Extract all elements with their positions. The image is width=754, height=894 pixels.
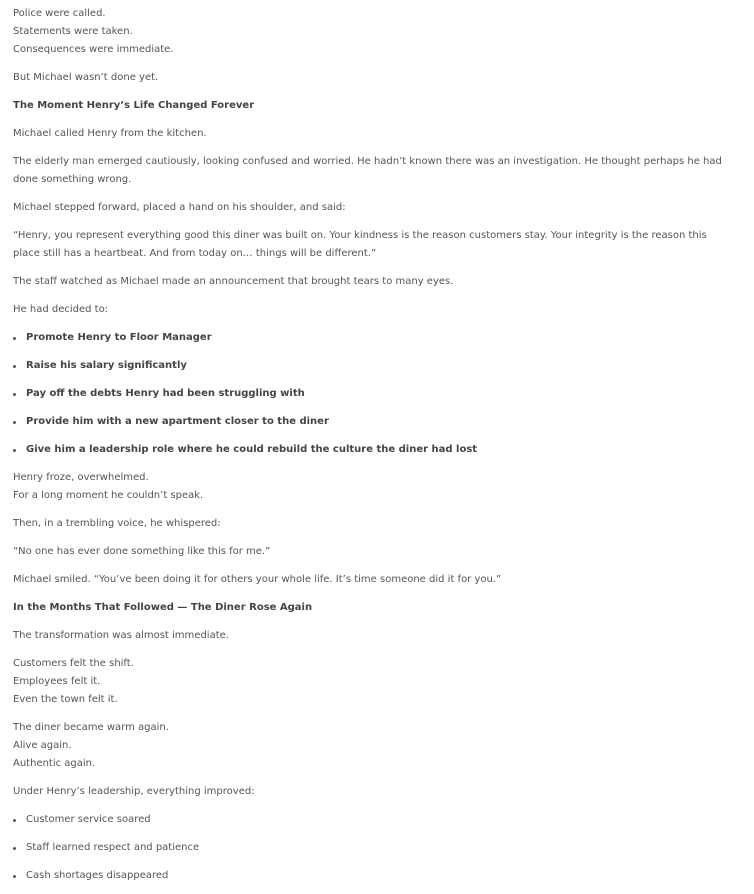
bullet-icon xyxy=(13,449,16,452)
text-line: Statements were taken. xyxy=(13,26,133,37)
list-item-text: Provide him with a new apartment closer to the diner xyxy=(26,416,329,427)
text-line: Alive again. xyxy=(13,740,72,751)
bullet-icon xyxy=(13,847,16,850)
paragraph-michael-smiled: Michael smiled. “You’ve been doing it for others your whole life. It’s time someone did it for you.” xyxy=(13,574,502,585)
list-item-text: Cash shortages disappeared xyxy=(26,870,169,881)
paragraph-michael-not-done: But Michael wasn’t done yet. xyxy=(13,72,159,83)
paragraph-called-henry: Michael called Henry from the kitchen. xyxy=(13,128,207,139)
list-item xyxy=(13,867,741,885)
list-item xyxy=(13,441,741,459)
section-heading-henry-life-changed: The Moment Henry’s Life Changed Forever xyxy=(13,100,255,111)
paragraph-henry-froze xyxy=(13,469,741,505)
bullet-icon xyxy=(13,393,16,396)
list-item xyxy=(13,811,741,829)
decisions-list xyxy=(13,329,741,459)
text-line: Consequences were immediate. xyxy=(13,44,174,55)
improvements-list xyxy=(13,811,741,885)
paragraph-under-henry: Under Henry’s leadership, everything improved: xyxy=(13,786,255,797)
text-line: The diner became warm again. xyxy=(13,722,169,733)
list-item-text: Customer service soared xyxy=(26,814,151,825)
section-heading-diner-rose-again: In the Months That Followed — The Diner Rose Again xyxy=(13,602,313,613)
paragraph-decided: He had decided to: xyxy=(13,304,109,315)
text-line: Even the town felt it. xyxy=(13,694,118,705)
bullet-icon xyxy=(13,365,16,368)
paragraph-quote-henry: “Henry, you represent everything good this diner was built on. Your kindness is the reason customers stay. Your integrity is the reason this place still has a heartbeat. And from today on… things will be different.” xyxy=(13,230,707,259)
paragraph-police xyxy=(13,5,741,59)
paragraph-stepped-forward: Michael stepped forward, placed a hand on his shoulder, and said: xyxy=(13,202,346,213)
text-line: Employees felt it. xyxy=(13,676,101,687)
bullet-icon xyxy=(13,337,16,340)
list-item-text: Pay off the debts Henry had been struggling with xyxy=(26,388,305,399)
list-item xyxy=(13,357,741,375)
list-item-text: Give him a leadership role where he could rebuild the culture the diner had lost xyxy=(26,444,478,455)
paragraph-staff-watched: The staff watched as Michael made an announcement that brought tears to many eyes. xyxy=(13,276,454,287)
list-item-text: Staff learned respect and patience xyxy=(26,842,200,853)
bullet-icon xyxy=(13,421,16,424)
paragraph-transformation: The transformation was almost immediate. xyxy=(13,630,229,641)
text-line: Authentic again. xyxy=(13,758,96,769)
paragraph-whispered: Then, in a trembling voice, he whispered: xyxy=(13,518,221,529)
paragraph-no-one: “No one has ever done something like this for me.” xyxy=(13,546,271,557)
bullet-icon xyxy=(13,819,16,822)
text-line: For a long moment he couldn’t speak. xyxy=(13,490,204,501)
list-item xyxy=(13,385,741,403)
list-item-text: Promote Henry to Floor Manager xyxy=(26,332,212,343)
list-item xyxy=(13,413,741,431)
list-item-text: Raise his salary significantly xyxy=(26,360,187,371)
text-line: Police were called. xyxy=(13,8,106,19)
text-line: Henry froze, overwhelmed. xyxy=(13,472,149,483)
text-line: Customers felt the shift. xyxy=(13,658,134,669)
paragraph-shift xyxy=(13,655,741,709)
paragraph-elderly-man: The elderly man emerged cautiously, looking confused and worried. He hadn’t known there was an investigation. He thought perhaps he had done something wrong. xyxy=(13,156,722,185)
bullet-icon xyxy=(13,875,16,878)
list-item xyxy=(13,839,741,857)
paragraph-warm-again xyxy=(13,719,741,773)
list-item xyxy=(13,329,741,347)
